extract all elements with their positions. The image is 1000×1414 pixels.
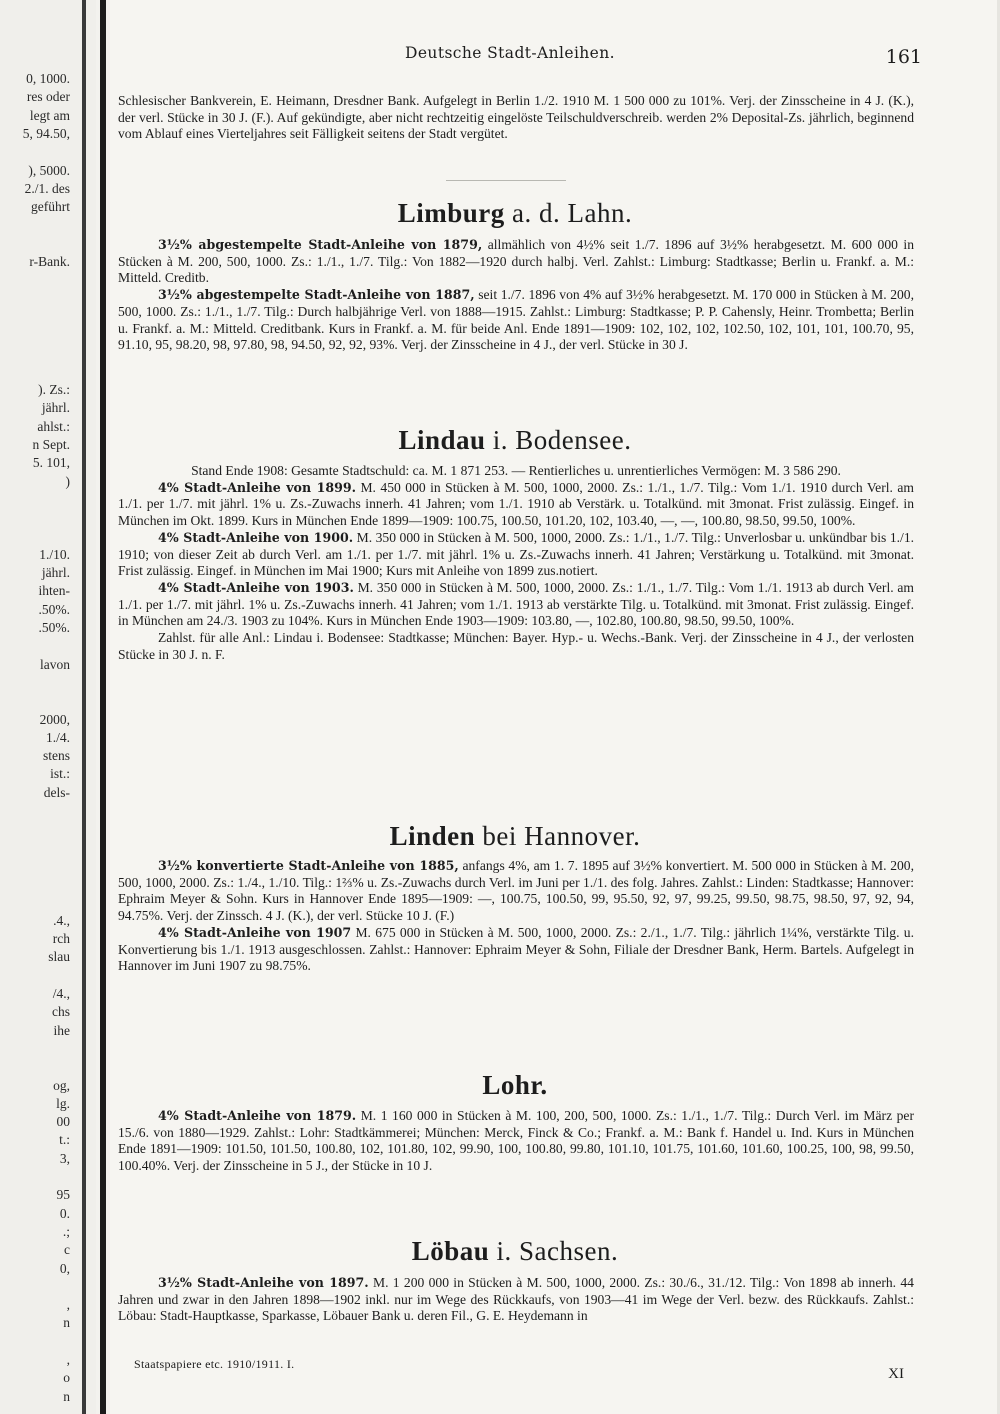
margin-fragment: 0, <box>59 1260 70 1276</box>
section-title-limburg <box>110 198 920 229</box>
section-divider <box>446 180 566 181</box>
margin-fragment: jährl. <box>41 400 70 416</box>
page-gutter-shadow <box>82 0 86 1414</box>
margin-fragment: , <box>66 1297 70 1313</box>
margin-fragment: .50%. <box>38 601 70 617</box>
page <box>110 0 1000 1414</box>
section-loebau <box>118 1275 914 1325</box>
margin-fragment: n Sept. <box>32 437 70 452</box>
margin-fragment: 5. 101, <box>32 455 70 471</box>
margin-fragment: geführt <box>31 199 70 215</box>
loan-title: 4% Stadt-Anleihe von 1903. <box>158 579 354 595</box>
city-name: Limburg <box>397 198 505 228</box>
city-name: Lohr. <box>482 1070 548 1100</box>
section-title-lohr <box>110 1070 920 1101</box>
margin-fragment: .4., <box>53 912 70 928</box>
loan-entry: 3½% abgestempelte Stadt-Anleihe von 1879, allmählich von 4½% seit 1./7. 1896 auf 3½% herabgesetzt. M. 600 000 in Stücken à M. 200, 500, 1000. Zs.: 1./1., 1./7. Tilg.: Von 1882—1920 durch halbj. Verl. Zahlst.: Limburg: Stadtkasse; Berlin u. Frankf. a. M.: Mitteld. Creditb. <box>118 237 914 286</box>
margin-fragment: rch <box>52 931 70 947</box>
loan-entry: 3½% abgestempelte Stadt-Anleihe von 1887, seit 1./7. 1896 von 4% auf 3½% herabgesetzt. M. 170 000 in Stücken à M. 200, 500, 1000. Zs.: 1./1., 1./7. Tilg.: Durch halbjährige Verl. von 1888—1915. Zahlst.: Limburg: Stadtkasse; P. P. Cahensly, Heinr. Trombetta; Berlin u. Frankf. a. M.: Mitteld. Creditbank. Kurs in Frankf. a. M. für beide Anl. Ende 1891—1909: 102, 102, 102, 102.50, 102, 101, 101, 100.70, 95, 91.10, 95, 98.20, 98, 97.80, 98, 94.50, 92, 92, 93%. Verj. der Zinsscheine in 4 J., der verl. Stücke in 30 J. <box>118 287 914 353</box>
margin-fragment: lavon <box>40 656 70 672</box>
running-header: Deutsche Stadt-Anleihen. <box>405 44 615 62</box>
loan-entry: 4% Stadt-Anleihe von 1903. M. 350 000 in Stücken à M. 500, 1000, 2000. Zs.: 1./1., 1./7. Tilg.: Vom 1./1. 1913 ab durch Verl. am 1./1. per 1./7. mit jährl. 1% u. Zs.-Zuwachs innerh. 41 Jahren; vom 1./1. 1913 ab verstärkte Tilg. u. Totalkünd. mit 3monat. Frist zulässig. Eingef. in München am 24./3. 1903 zu 104%. Kurs in München Ende 1903—1909: 103.80, —, 102.80, 100.80, 98.50, 99.50, 100%. <box>118 579 914 629</box>
margin-fragment: stens <box>43 748 70 764</box>
loan-title: 4% Stadt-Anleihe von 1899. <box>158 479 356 495</box>
margin-fragment: og, <box>53 1077 70 1093</box>
margin-fragment: lg. <box>56 1095 70 1111</box>
margin-fragment: 2./1. des <box>24 180 70 196</box>
margin-fragment: 0, 1000. <box>26 71 70 86</box>
margin-fragment: t.: <box>59 1132 70 1148</box>
loan-entry: 3½% konvertierte Stadt-Anleihe von 1885, anfangs 4%, am 1. 7. 1895 auf 3½% konvertiert. M. 500 000 in Stücken à M. 200, 500, 1000, 2000. Zs.: 1./4., 1./10. Tilg.: 1⅔% u. Zs.-Zuwachs durch Verl. im Juni per 1./1. des folg. Jahres. Zahlst.: Linden: Stadtkasse; Hannover: Ephraim Meyer & Sohn. Kurs in Hannover Ende 1895—1909: —, 100.75, 100.50, 99, 95.50, 92, 97, 99.25, 99.50, 98.75, 98.50, 97, 92, 94, 94.75%. Verj. der Zinssch. 4 J. (K.), der verl. Stücke 10 J. (F.) <box>118 858 914 924</box>
margin-fragment: dels- <box>43 784 70 800</box>
margin-fragment: 5, 94.50, <box>22 125 70 141</box>
margin-fragment: 2000, <box>39 711 70 727</box>
section-lindau <box>118 463 914 663</box>
section-title-linden <box>110 821 920 852</box>
loan-title: 4% Stadt-Anleihe von 1900. <box>158 529 354 545</box>
margin-fragment: ahlst.: <box>37 418 70 434</box>
city-name: Linden <box>389 821 476 851</box>
loan-entry: 4% Stadt-Anleihe von 1907 M. 675 000 in Stücken à M. 500, 1000, 2000. Zs.: 2./1., 1./7. Tilg.: jährlich 1¼%, verstärkte Tilg. u. Konvertierung bis 1./1. 1913 ausgeschlossen. Zahlst.: Hannover: Ephraim Meyer & Sohn, Filiale der Dresdner Bank, Herm. Bartels. Aufgelegt in Hannover im Juni 1907 zu 98.75%. <box>118 924 914 974</box>
margin-fragment: 00 <box>56 1114 70 1130</box>
margin-fragment: ), 5000. <box>28 162 70 178</box>
margin-fragment: 1./10. <box>39 546 70 562</box>
city-suffix: i. Sachsen. <box>496 1236 619 1266</box>
section-title-lindau <box>110 425 920 456</box>
margin-fragment: c <box>64 1242 70 1258</box>
margin-fragment: slau <box>48 949 70 965</box>
city-suffix: a. d. Lahn. <box>512 198 633 228</box>
margin-fragment: legt am <box>29 107 70 123</box>
margin-fragment: ist.: <box>50 766 70 782</box>
loan-title: 3½% konvertierte Stadt-Anleihe von 1885, <box>158 858 459 873</box>
debt-status: Stand Ende 1908: Gesamte Stadtschuld: ca. M. 1 871 253. — Rentierliches u. unrentierliches Vermögen: M. 3 586 290. <box>191 463 841 478</box>
loan-entry: 3½% Stadt-Anleihe von 1897. M. 1 200 000 in Stücken à M. 500, 1000, 2000. Zs.: 30./6., 31./12. Tilg.: Von 1898 ab innerh. 44 Jahren und zwar in den Jahren 1898—1902 inkl. nur im Wege des Rückkaufs, von 1903—41 im Wege der Verl. bezw. des Rückkaufs. Zahlst.: Löbau: Stadt-Hauptkasse, Sparkasse, Löbauer Bank u. deren Fil., G. E. Heydemann in <box>118 1275 914 1324</box>
margin-fragment: ihten- <box>38 583 70 599</box>
loan-entry: 4% Stadt-Anleihe von 1900. M. 350 000 in Stücken à M. 500, 1000, 2000. Zs.: 1./1., 1./7. Tilg.: Unverlosbar u. unkündbar bis 1./1. 1910; von dieser Zeit ab durch Verl. am 1./1. per 1./7. mit jährl. 1% u. Zs.-Zuwachs innerh. 41 Jahren; Verstärkung u. Totalkünd. mit 3monat. Frist zulässig. Eingef. in München im Mai 1900; Kurs mit Anleihe von 1899 zus.notiert. <box>118 529 915 579</box>
loan-title: 4% Stadt-Anleihe von 1879. <box>158 1108 357 1123</box>
margin-fragment: r-Bank. <box>29 254 70 269</box>
city-name: Löbau <box>411 1236 490 1266</box>
city-suffix: bei Hannover. <box>482 821 641 851</box>
margin-fragment: 0. <box>59 1205 70 1221</box>
loan-title: 3½% abgestempelte Stadt-Anleihe von 1887, <box>158 287 475 303</box>
city-suffix: i. Bodensee. <box>492 425 632 455</box>
footer-signature: Staatspapiere etc. 1910/1911. I. <box>134 1357 295 1371</box>
margin-fragment: ) <box>65 473 70 489</box>
margin-fragment: /4., <box>52 986 70 1001</box>
margin-fragment: 1./4. <box>45 729 70 745</box>
margin-fragment: o <box>63 1370 70 1386</box>
margin-fragment: jährl. <box>41 565 70 581</box>
loan-title: 4% Stadt-Anleihe von 1907 <box>158 924 352 940</box>
margin-fragment: .50%. <box>38 620 70 635</box>
margin-fragment: n <box>63 1315 70 1331</box>
margin-fragment: ). Zs.: <box>38 382 70 398</box>
loan-entry: 4% Stadt-Anleihe von 1879. M. 1 160 000 in Stücken à M. 100, 200, 500, 1000. Zs.: 1./1., 1./7. Tilg.: Durch Verl. im März per 15./6. von 1880—1929. Zahlst.: Lohr: Stadtkämmerei; München: Merck, Finck & Co.; Frankf. a. M.: Bank f. Handel u. Ind. Kurs in München Ende 1891—1909: 101.50, 101.50, 100.80, 102, 101.80, 102, 99.90, 100, 100.80, 99.80, 101.10, 101.75, 101.60, 101.60, 100.25, 100, 98, 99.50, 100.40%. Verj. der Zinsscheine in 5 J., der Stücke in 10 J. <box>118 1108 914 1174</box>
page-number: 161 <box>885 46 922 68</box>
payment-info: Zahlst. für alle Anl.: Lindau i. Bodensee: Stadtkasse; München: Bayer. Hyp.- u. Wechs.-Bank. Verj. der Zinsscheine in 4 J., der verlosten Stücke in 30 J. n. F. <box>118 630 914 662</box>
margin-fragment: ihe <box>53 1022 70 1038</box>
margin-fragment: , <box>66 1352 70 1367</box>
loan-entry: 4% Stadt-Anleihe von 1899. M. 450 000 in Stücken à M. 500, 1000, 2000. Zs.: 1./1., 1./7. Tilg.: Vom 1./1. 1910 durch Verl. am 1./1. per 1./7. mit jährl. 1% u. Zs.-Zuwachs innerh. 41 Jahren; vom 1./1. 1910 ab Verstärk. u. Totalkünd. mit 3monat. Frist zulässig. Eingef. in München im Okt. 1899. Kurs in München Ende 1899—1909: 100.75, 100.50, 101.20, 102, 103.40, —, —, 100.80, 98.50, 99.50, 100%. <box>118 479 914 529</box>
page-gutter <box>100 0 106 1414</box>
loan-title: 3½% abgestempelte Stadt-Anleihe von 1879, <box>158 237 483 252</box>
margin-fragment: res oder <box>26 89 70 105</box>
margin-fragment: n <box>63 1388 70 1404</box>
section-lohr <box>118 1108 914 1175</box>
section-linden <box>118 858 914 975</box>
margin-fragment: .; <box>62 1223 70 1239</box>
intro-paragraph: Schlesischer Bankverein, E. Heimann, Dresdner Bank. Aufgelegt in Berlin 1./2. 1910 M. 1 500 000 zu 101%. Verj. der Zinsscheine in 4 J. (K.), der verl. Stücke in 30 J. (F.). Auf gekündigte, aber nicht rechtzeitig eingelöste Teilschuldverschreib. werden 2% Deposital-Zs. jährlich, beginnend vom Ablauf eines Vierteljahres seit Fälligkeit seitens der Stadt vergütet. <box>118 93 914 142</box>
city-name: Lindau <box>398 425 486 455</box>
footer-sheet-mark: XI <box>888 1366 904 1382</box>
section-limburg <box>118 237 914 354</box>
loan-title: 3½% Stadt-Anleihe von 1897. <box>158 1275 369 1290</box>
margin-fragment: 95 <box>56 1187 70 1203</box>
section-title-loebau <box>110 1236 920 1267</box>
margin-fragment: chs <box>52 1004 70 1020</box>
margin-fragment: 3, <box>59 1150 70 1166</box>
